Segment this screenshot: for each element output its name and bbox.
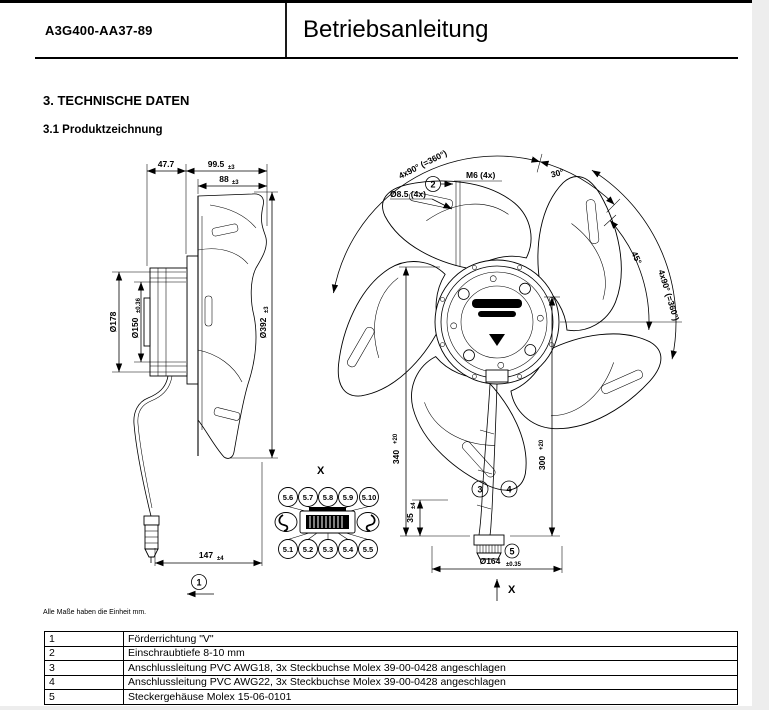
- arc-right-label: 4x90° (=360°): [656, 268, 682, 322]
- pin-5-3: 5.3: [322, 544, 334, 554]
- side-view-drawing: [108, 159, 278, 594]
- dim-300-label: 300: [537, 455, 547, 471]
- pin-5-2: 5.2: [302, 544, 314, 554]
- dim-300-tol: +20: [539, 439, 545, 450]
- dia-392-tol: ±3: [264, 306, 270, 313]
- legend-number: 1: [45, 632, 124, 647]
- document-title: Betriebsanleitung: [303, 16, 489, 43]
- legend-number: 5: [45, 690, 124, 705]
- dim-340-tol: +20: [393, 433, 399, 444]
- subsection-heading: 3.1 Produktzeichnung: [43, 124, 163, 136]
- connector-detail-drawing: [275, 465, 379, 559]
- arc-top-label: 4x90° (=360°): [396, 147, 449, 181]
- hole-dia-label: Ø8.5 (4x): [390, 189, 426, 199]
- scan-edge-right: [752, 0, 769, 710]
- dim-88-label: 88: [219, 174, 229, 184]
- dim-35-label: 35: [405, 513, 415, 523]
- dia-392-label: Ø392: [258, 317, 268, 339]
- callout-2: 2: [430, 179, 436, 190]
- pin-5-5: 5.5: [362, 544, 374, 554]
- table-row: [45, 632, 738, 647]
- units-note: Alle Maße haben die Einheit mm.: [43, 609, 147, 616]
- legend-text: Anschlussleitung PVC AWG22, 3x Steckbuchse Molex 39-00-0428 angeschlagen: [124, 675, 738, 690]
- angle-30-label: 30°: [549, 166, 565, 180]
- table-row: [45, 675, 738, 690]
- table-row: [45, 690, 738, 705]
- dim-147-label: 147: [198, 550, 214, 560]
- scan-edge-bottom: [0, 706, 769, 710]
- dim-340-label: 340: [391, 449, 401, 465]
- dim-99-5-tol: ±3: [228, 165, 235, 171]
- table-row: [45, 661, 738, 676]
- pin-5-9: 5.9: [342, 492, 354, 502]
- thread-m6-label: M6 (4x): [466, 170, 496, 180]
- legend-text: Steckergehäuse Molex 15-06-0101: [124, 690, 738, 705]
- detail-x-label: X: [317, 465, 325, 477]
- legend-text: Einschraubtiefe 8-10 mm: [124, 646, 738, 661]
- pin-5-10: 5.10: [361, 492, 377, 502]
- legend-table: [44, 631, 738, 705]
- pin-5-6: 5.6: [282, 492, 294, 502]
- angle-45-label: 45°: [629, 249, 644, 266]
- pin-5-8: 5.8: [322, 492, 334, 502]
- pin-5-1: 5.1: [282, 544, 294, 554]
- dim-147-tol: ±4: [217, 556, 224, 562]
- callout-1: 1: [196, 577, 202, 588]
- dim-35-tol: ±4: [411, 502, 417, 509]
- section-x-label: X: [508, 584, 516, 596]
- dim-88-tol: ±3: [232, 180, 239, 186]
- legend-number: 4: [45, 675, 124, 690]
- pin-5-7: 5.7: [302, 492, 314, 502]
- callout-3: 3: [477, 484, 483, 495]
- callout-4: 4: [506, 484, 512, 495]
- pin-5-4: 5.4: [342, 544, 354, 554]
- front-view-drawing: [301, 145, 689, 601]
- legend-text: Förderrichtung "V": [124, 632, 738, 647]
- dia-164-label: Ø164: [479, 556, 501, 566]
- part-number: A3G400-AA37-89: [45, 22, 153, 38]
- dia-150-label: Ø150: [130, 317, 140, 339]
- dim-47-7-label: 47.7: [157, 159, 175, 169]
- legend-text: Anschlussleitung PVC AWG18, 3x Steckbuchse Molex 39-00-0428 angeschlagen: [124, 661, 738, 676]
- legend-number: 2: [45, 646, 124, 661]
- dim-99-5-label: 99.5: [207, 159, 225, 169]
- callout-5: 5: [509, 546, 515, 557]
- section-heading: 3. TECHNISCHE DATEN: [43, 93, 190, 108]
- table-row: [45, 646, 738, 661]
- legend-number: 3: [45, 661, 124, 676]
- dia-178-label: Ø178: [108, 311, 118, 333]
- dia-150-tol: ±0.36: [136, 298, 142, 313]
- dia-164-tol: ±0.35: [506, 562, 521, 568]
